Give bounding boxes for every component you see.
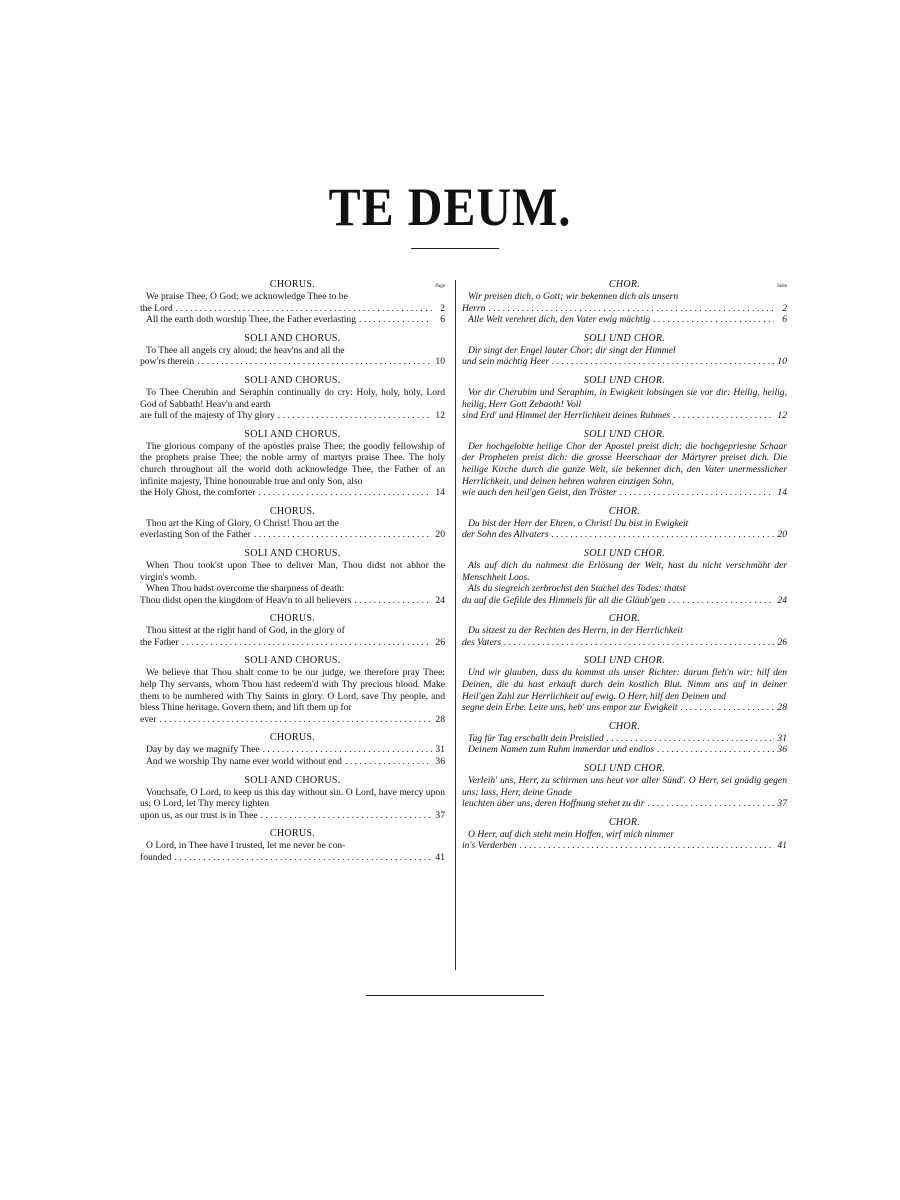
contents-entry <box>140 625 445 648</box>
dot-leader <box>520 840 774 852</box>
entry-text: O Lord, in Thee have I trusted, let me never be con- <box>146 840 346 852</box>
column-divider <box>455 280 456 970</box>
entry-text: We praise Thee, O God; we acknowledge Thee to be <box>146 291 348 302</box>
contents-section <box>462 762 787 810</box>
entry-last-line: the Holy Ghost, the comforter <box>140 487 256 499</box>
dot-leader <box>160 714 432 726</box>
entry-last-line: Thou didst open the kingdom of Heav'n to all believers <box>140 594 352 606</box>
entry-last-line: everlasting Son of the Father <box>140 529 251 541</box>
entry-last-line: Day by day we magnify Thee <box>146 744 260 756</box>
contents-section <box>462 654 787 713</box>
section-heading: CHOR. <box>608 505 641 517</box>
page-number: 26 <box>777 636 787 648</box>
contents-section <box>140 654 445 725</box>
entry-text: O Herr, auf dich steht mein Hoffen, wirf mich nimmer <box>468 828 674 840</box>
section-heading: CHORUS. <box>269 613 316 625</box>
contents-entry <box>462 775 787 810</box>
page-number: 41 <box>435 852 445 863</box>
dot-leader <box>653 314 774 326</box>
contents-entry <box>140 291 445 314</box>
entry-page-line <box>140 810 445 822</box>
dot-leader <box>668 595 774 607</box>
entry-last-line: are full of the majesty of Thy glory <box>140 410 275 422</box>
entry-text: To Thee all angels cry aloud; the heav'ns and all the <box>146 344 345 356</box>
contents-entry <box>462 829 787 852</box>
entry-page-line <box>462 314 787 326</box>
contents-section <box>140 827 445 863</box>
contents-section <box>462 720 787 756</box>
entry-text: Du sitzest zu der Rechten des Herrn, in der Herrlichkeit <box>468 625 683 637</box>
page-number: 24 <box>777 594 787 606</box>
entry-text: Thou art the King of Glory, O Christ! Thou art the <box>146 517 339 529</box>
bottom-rule <box>366 995 544 996</box>
contents-section <box>462 612 787 648</box>
contents-entry <box>140 756 445 768</box>
dot-leader <box>263 744 432 756</box>
entry-page-line <box>462 529 787 541</box>
page-label: Seite <box>777 284 787 289</box>
entry-text: When Thou took'st upon Thee to deliver Man, Thou didst not abhor the virgin's womb. <box>140 559 445 583</box>
entry-last-line: Deinem Namen zum Ruhm immerdar und endlos <box>468 744 655 756</box>
page-number: 37 <box>777 798 787 810</box>
section-heading: CHORUS. <box>269 505 316 517</box>
section-heading: CHORUS. <box>269 828 316 840</box>
dot-leader <box>258 487 432 499</box>
section-heading: SOLI UND CHOR. <box>583 763 666 775</box>
entry-page-line <box>462 744 787 756</box>
dot-leader <box>488 303 774 315</box>
contents-entry <box>140 345 445 368</box>
dot-leader <box>552 356 774 368</box>
page-number: 20 <box>435 529 445 541</box>
entry-last-line: Tag für Tag erschallt dein Preislied <box>468 732 604 744</box>
entry-page-line <box>462 702 787 714</box>
contents-section <box>462 332 787 368</box>
entry-last-line: upon us, as our trust is in Thee <box>140 809 258 821</box>
entry-last-line: the Father <box>140 636 179 648</box>
section-heading: SOLI AND CHORUS. <box>244 332 341 344</box>
page-number: 6 <box>440 314 445 326</box>
entry-page-line <box>140 595 445 607</box>
contents-section <box>140 612 445 648</box>
page-number: 6 <box>782 314 787 326</box>
section-heading: CHORUS. <box>269 279 316 290</box>
contents-section <box>140 774 445 822</box>
page-number: 10 <box>777 356 787 368</box>
entry-page-line <box>140 314 445 326</box>
page-number: 12 <box>435 410 445 422</box>
entry-last-line: the Lord <box>140 302 173 314</box>
contents-entry <box>140 518 445 541</box>
entry-last-line: Herrn <box>462 302 486 314</box>
dot-leader <box>504 637 774 649</box>
entry-page-line <box>462 410 787 422</box>
contents-section <box>140 731 445 767</box>
dot-leader <box>174 852 432 864</box>
page-number: 37 <box>435 809 445 821</box>
dot-leader <box>345 756 432 768</box>
entry-page-line <box>462 595 787 607</box>
section-heading: SOLI AND CHORUS. <box>244 655 341 667</box>
dot-leader <box>647 798 774 810</box>
contents-section <box>140 428 445 499</box>
page-number: 28 <box>777 702 787 714</box>
entry-page-line <box>140 744 445 756</box>
entry-last-line: All the earth doth worship Thee, the Father everlasting <box>146 314 357 326</box>
contents-entry <box>462 441 787 499</box>
entry-page-line <box>462 637 787 649</box>
contents-entry <box>140 744 445 756</box>
entry-text: Vor dir Cherubim und Seraphim, in Ewigkeit lobsingen sie vor dir: Heilig, heilig, heilig, Herr Gott Zebaoth! Voll <box>462 386 787 410</box>
contents-entry <box>462 744 787 756</box>
section-heading: CHOR. <box>608 720 641 732</box>
entry-page-line <box>462 840 787 852</box>
entry-last-line: der Sohn des Allvaters <box>462 529 549 541</box>
dot-leader <box>197 356 432 368</box>
section-heading: SOLI UND CHOR. <box>583 332 666 344</box>
page-number: 31 <box>435 744 445 756</box>
contents-section <box>140 505 445 541</box>
contents-entry <box>140 787 445 822</box>
section-heading: SOLI UND CHOR. <box>583 374 666 386</box>
entry-page-line <box>140 637 445 649</box>
entry-text: Als auf dich du nahmest die Erlösung der Welt, hast du nicht verschmäht der Menschheit Loos. <box>462 559 787 583</box>
page-number: 14 <box>777 487 787 499</box>
entry-page-line <box>462 303 787 315</box>
entry-last-line: sind Erd' und Himmel der Herrlichkeit deines Ruhmes <box>462 410 671 422</box>
german-contents-column <box>462 278 787 858</box>
dot-leader <box>673 410 774 422</box>
contents-entry <box>462 518 787 541</box>
page-number: 24 <box>435 594 445 606</box>
entry-last-line: und sein mächtig Heer <box>462 356 550 368</box>
entry-last-line: ever <box>140 713 157 725</box>
section-heading: SOLI AND CHORUS. <box>244 428 341 440</box>
contents-entry <box>462 667 787 713</box>
entry-text: Vouchsafe, O Lord, to keep us this day without sin. O Lord, have mercy upon us; O Lord, let Thy mercy lighten <box>140 786 445 810</box>
page-number: 20 <box>777 529 787 541</box>
entry-text: Du bist der Herr der Ehren, o Christ! Du bist in Ewigkeit <box>468 517 689 529</box>
page-number: 31 <box>777 732 787 744</box>
dot-leader <box>354 595 432 607</box>
page-number: 12 <box>777 410 787 422</box>
entry-text: To Thee Cherubin and Seraphin continually do cry: Holy, holy, holy, Lord God of Sabbath! Heav'n and earth <box>140 386 445 410</box>
section-heading: SOLI UND CHOR. <box>583 655 666 667</box>
page-number: 28 <box>435 713 445 725</box>
page-label: Page <box>435 284 445 289</box>
entry-page-line <box>140 852 445 864</box>
contents-entry <box>140 441 445 499</box>
section-heading: SOLI AND CHORUS. <box>244 374 341 386</box>
page-number: 36 <box>435 756 445 768</box>
contents-section <box>462 505 787 541</box>
entry-page-line <box>462 733 787 745</box>
entry-page-line <box>462 798 787 810</box>
contents-entry <box>462 583 787 606</box>
section-heading: CHOR. <box>608 816 641 828</box>
dot-leader <box>359 314 432 326</box>
contents-entry <box>462 314 787 326</box>
entry-last-line: du auf die Gefilde des Himmels für all die Gläub'gen <box>462 594 666 606</box>
page-number: 2 <box>782 302 787 314</box>
contents-section <box>140 332 445 368</box>
contents-entry <box>140 583 445 606</box>
contents-entry <box>462 560 787 583</box>
entry-last-line: Alle Welt verehret dich, den Vater ewig mächtig <box>468 314 651 326</box>
contents-entry <box>140 560 445 583</box>
entry-page-line <box>140 756 445 768</box>
contents-entry <box>140 667 445 725</box>
entry-last-line: segne dein Erbe. Leite uns, heb' uns empor zur Ewigkeit <box>462 702 678 714</box>
contents-entry <box>462 733 787 745</box>
page-number: 26 <box>435 636 445 648</box>
entry-page-line <box>140 356 445 368</box>
section-heading: SOLI UND CHOR. <box>583 428 666 440</box>
dot-leader <box>680 702 774 714</box>
contents-section <box>462 428 787 499</box>
entry-text: Und wir glauben, dass du kommst als unser Richter: darum fleh'n wir: hilf den Deinen, die du hast erkauft durch dein kostlich Blut. Nimm uns auf in deiner Heil'gen Zahl zur Herrlichkeit auf ewig. O Herr, hilf den Deinen und <box>462 667 787 702</box>
dot-leader <box>176 303 432 315</box>
section-heading: CHORUS. <box>269 732 316 744</box>
entry-text: When Thou hadst overcome the sharpness of death: <box>146 583 345 595</box>
contents-section <box>462 374 787 422</box>
contents-entry <box>140 840 445 863</box>
dot-leader <box>551 529 774 541</box>
entry-text: Dir singt der Engel lauter Chor; dir singt der Himmel <box>468 344 676 356</box>
entry-text: Als du siegreich zerbrochst den Stachel des Todes: thatst <box>468 583 686 595</box>
section-heading: SOLI AND CHORUS. <box>244 547 341 559</box>
contents-entry <box>140 387 445 422</box>
entry-page-line <box>462 487 787 499</box>
title-rule <box>411 248 499 249</box>
page-number: 10 <box>435 356 445 368</box>
dot-leader <box>657 744 774 756</box>
page-title: TE DEUM. <box>328 177 572 238</box>
dot-leader <box>261 810 432 822</box>
entry-text: Wir preisen dich, o Gott; wir bekennen dich als unsern <box>468 291 679 302</box>
entry-page-line <box>140 410 445 422</box>
section-heading: SOLI UND CHOR. <box>583 547 666 559</box>
entry-last-line: founded <box>140 852 172 863</box>
contents-entry <box>140 314 445 326</box>
section-heading: CHOR. <box>608 279 641 290</box>
entry-page-line <box>140 487 445 499</box>
contents-entry <box>462 387 787 422</box>
entry-page-line <box>140 529 445 541</box>
contents-section <box>140 547 445 606</box>
dot-leader <box>254 529 432 541</box>
section-heading: SOLI AND CHORUS. <box>244 774 341 786</box>
dot-leader <box>620 487 774 499</box>
contents-entry <box>462 625 787 648</box>
contents-entry <box>462 291 787 314</box>
entry-last-line: And we worship Thy name ever world without end <box>146 756 342 768</box>
contents-section <box>140 278 445 326</box>
page-number: 36 <box>777 744 787 756</box>
entry-last-line: in's Verderben <box>462 840 517 852</box>
entry-page-line <box>462 356 787 368</box>
contents-section <box>462 547 787 606</box>
entry-text: We believe that Thou shalt come to be our judge, we therefore pray Thee: help Thy servants, whom Thou hast redeem'd with Thy precious blood. Make them to be numbered with Thy Saints in glory. O Lord, save Thy people, and bless Thine heritage. Govern them, and lift them up for <box>140 667 445 714</box>
entry-page-line <box>140 714 445 726</box>
english-contents-column <box>140 278 445 870</box>
entry-text: Thou sittest at the right hand of God, in the glory of <box>146 625 345 637</box>
entry-page-line <box>140 303 445 315</box>
page-number: 14 <box>435 487 445 499</box>
entry-last-line: wie auch den heil'gen Geist, den Tröster <box>462 487 617 499</box>
contents-section <box>140 374 445 422</box>
entry-last-line: pow'rs therein <box>140 356 195 368</box>
page-number: 2 <box>440 302 445 314</box>
entry-last-line: des Vaters <box>462 636 502 648</box>
entry-text: Verleih' uns, Herr, zu schirmen uns heut vor aller Sünd'. O Herr, sei gnädig gegen uns; lass, Herr, deine Gnade <box>462 775 787 798</box>
dot-leader <box>607 733 774 745</box>
entry-text: The glorious company of the apostles praise Thee; the goodly fellowship of the prophets praise Thee; the noble army of martyrs praise Thee. The holy church throughout all the world doth acknowledge Thee, the Father of an infinite majesty, Thine honourable true and only Son, also <box>140 440 445 487</box>
dot-leader <box>182 637 432 649</box>
section-heading: CHOR. <box>608 613 641 625</box>
page-number: 41 <box>777 840 787 852</box>
entry-last-line: leuchten über uns, deren Hoffnung stehet zu dir <box>462 798 645 810</box>
entry-text: Der hochgelobte heilige Chor der Apostel preist dich; die hochgepriesne Schaar der Propheten preist dich: die grosse Heerschaar der Märtyrer preiset dich. Die heilige Kirche durch die ganze Welt, sie bekennet dich, den Vater unermesslicher Herrlichkeit, und deinen hehren wahren einzigen Sohn, <box>462 440 787 487</box>
dot-leader <box>278 410 432 422</box>
contents-section <box>462 816 787 852</box>
contents-entry <box>462 345 787 368</box>
contents-section <box>462 278 787 326</box>
